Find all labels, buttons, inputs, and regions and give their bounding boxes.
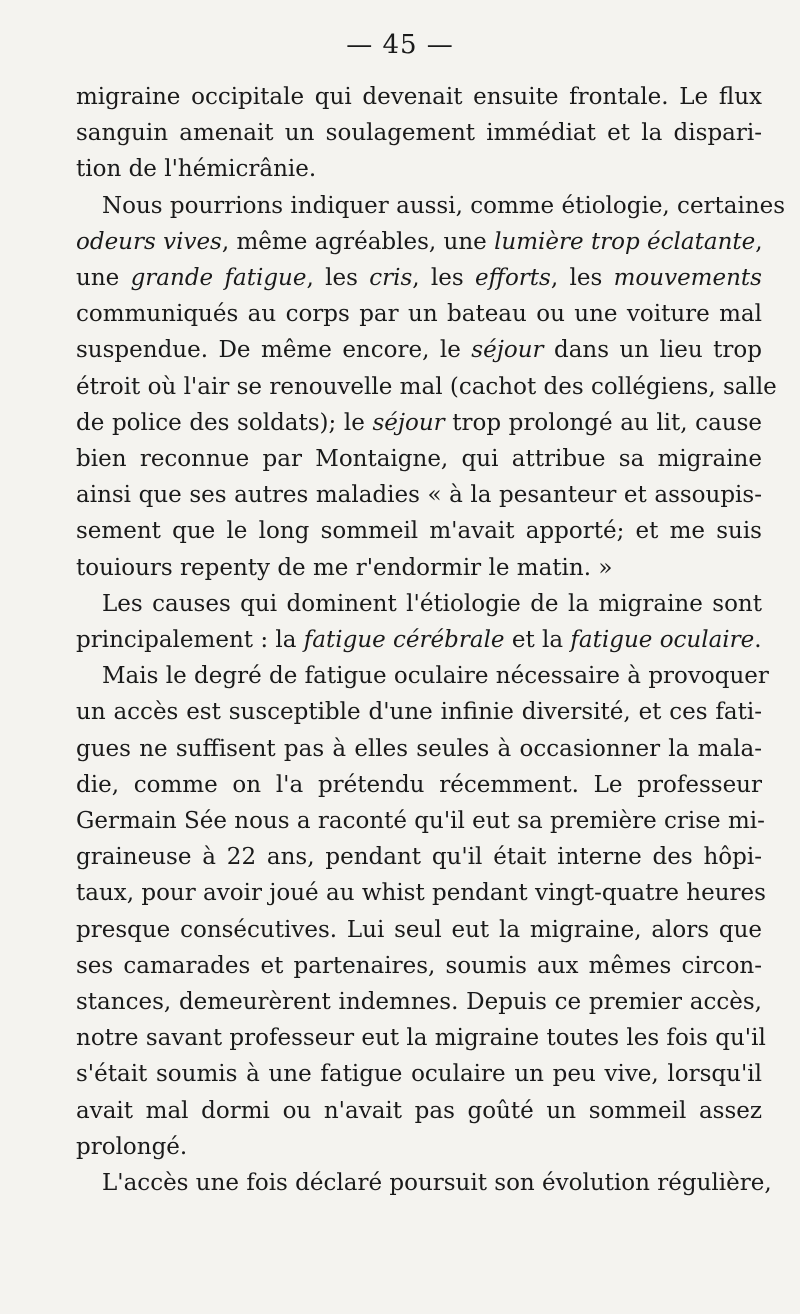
text-line [76,152,762,186]
text-line [76,1057,762,1091]
text-span: s'était soumis à une fatigue oculaire un peu vive, lorsqu'il [76,1061,762,1088]
text-line [76,297,762,331]
text-span: die, comme on l'a prétendu récemment. Le professeur [76,771,762,798]
text-line [76,876,766,910]
text-span: ainsi que ses autres maladies « à la pesanteur et assoupis- [76,482,762,509]
italic-text: fatigue oculaire [570,627,755,653]
text-span: , les [306,265,370,291]
text-span: suspendue. De même encore, le [76,337,472,364]
text-span: un accès est susceptible d'une infinie diversité, et ces fati- [76,699,762,726]
italic-text: cris [369,265,413,291]
text-span: graineuse à 22 ans, pendant qu'il était interne des hôpi- [76,844,762,871]
text-span: bien reconnue par Montaigne, qui attribue sa migraine [76,446,762,472]
text-span: sement que le long sommeil m'avait apporté; et me suis [76,518,762,545]
italic-text: séjour [471,337,544,364]
text-span: , [755,228,763,255]
italic-text: fatigue cérébrale [303,627,505,653]
text-line [76,116,762,150]
text-span: presque consécutives. Lui seul eut la migraine, alors que [76,916,762,943]
text-line [102,189,786,223]
text-span: et la [504,627,571,653]
text-span: taux, pour avoir joué au whist pendant vingt-quatre heures [76,880,766,907]
text-span: Nous pourrions indiquer aussi, comme étiologie, certaines [102,192,786,219]
text-span: , les [412,265,476,291]
page-number: — 45 — [346,30,454,60]
text-line [76,949,762,983]
text-span: Germain Sée nous a raconté qu'il eut sa première crise mi- [76,808,765,834]
text-line [76,1021,766,1055]
text-line [102,659,769,693]
text-span: . [754,627,762,653]
italic-text: efforts [475,265,551,291]
text-span: sanguin amenait un soulagement immédiat et la dispari- [76,120,762,147]
text-line [76,261,762,295]
text-span: communiqués au corps par un bateau ou une voiture mal [76,301,762,328]
text-span: migraine occipitale qui devenait ensuite frontale. Le flux [76,84,762,110]
italic-text: lumière trop éclatante [494,228,756,255]
text-line [76,732,762,766]
text-span: tion de l'hémicrânie. [76,156,317,183]
text-line [76,804,765,838]
text-span: ses camarades et partenaires, soumis aux mêmes circon- [76,952,762,979]
text-line [76,442,762,476]
text-line [76,370,777,404]
text-span: , les [550,265,614,291]
text-line [76,225,762,259]
text-span: trop prolongé au lit, cause [444,409,763,436]
italic-text: odeurs vives [76,228,222,255]
text-span: notre savant professeur eut la migraine toutes les fois qu'il [76,1025,766,1052]
text-span: Mais le degré de fatigue oculaire nécessaire à provoquer [102,663,769,690]
italic-text: mouvements [613,265,762,291]
text-line [76,1094,762,1128]
text-line [76,80,762,114]
text-line [76,551,762,585]
text-line [76,333,762,367]
text-line [76,1130,762,1164]
text-span: avait mal dormi ou n'avait pas goûté un sommeil assez [76,1097,762,1124]
text-span: , même agréables, une [221,228,495,255]
text-span: étroit où l'air se renouvelle mal (cachot des collégiens, salle [76,373,777,400]
text-span: L'accès une fois déclaré poursuit son évolution régulière, [102,1170,772,1196]
text-span: gues ne suffisent pas à elles seules à occasionner la mala- [76,735,762,762]
text-line [102,587,762,621]
text-line [76,985,762,1019]
italic-text: grande fatigue [130,265,307,291]
text-line [76,840,762,874]
text-line [76,514,762,548]
text-line [76,768,762,802]
text-span: touiours repenty de me r'endormir le matin. » [76,554,613,581]
text-span: prolongé. [76,1133,188,1160]
italic-text: séjour [372,409,445,436]
text-span: de police des soldats); le [76,409,373,436]
text-line [76,695,762,729]
text-line [76,623,762,657]
text-span: stances, demeurèrent indemnes. Depuis ce premier accès, [76,989,762,1015]
text-span: une [76,265,131,291]
text-line [76,913,762,947]
text-span: dans un lieu trop [543,337,762,364]
text-line [76,478,762,512]
text-span: principalement : la [76,627,304,653]
text-span: Les causes qui dominent l'étiologie de la migraine sont [102,590,762,617]
text-line [102,1166,772,1200]
text-line [76,406,762,440]
